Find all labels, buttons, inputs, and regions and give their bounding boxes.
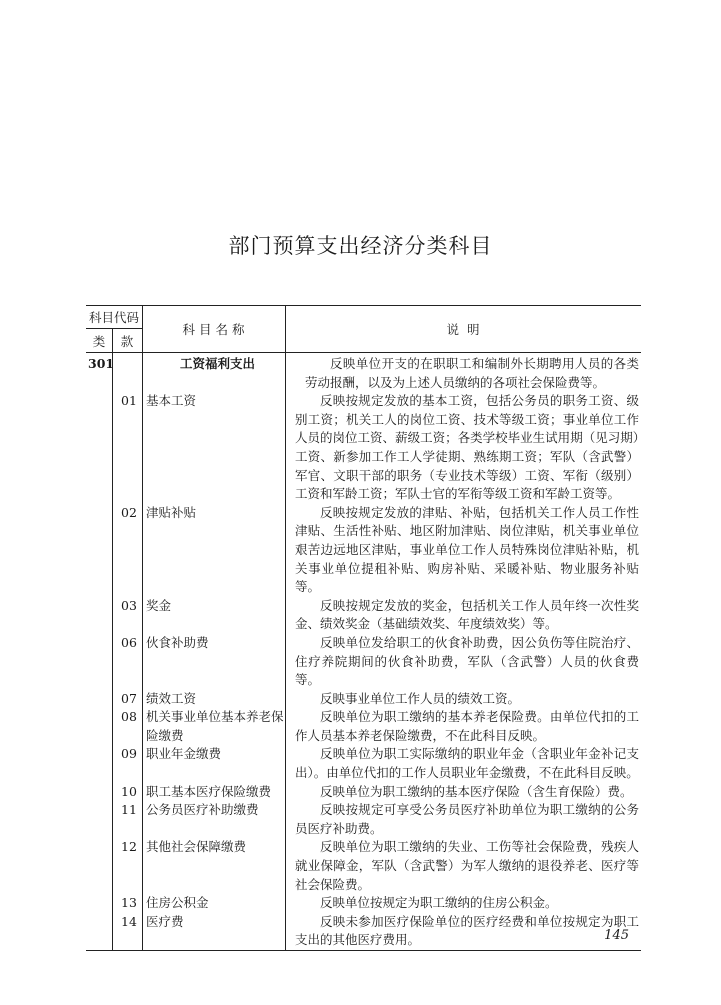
row-kuan: 13 bbox=[121, 895, 137, 911]
row-name: 职业年金缴费 bbox=[146, 746, 222, 762]
budget-classification-table bbox=[86, 305, 641, 951]
row-desc bbox=[289, 894, 641, 913]
row-name: 伙食补助费 bbox=[146, 634, 209, 650]
page-title: 部门预算支出经济分类科目 bbox=[228, 234, 493, 258]
body-vline bbox=[142, 353, 143, 950]
row-lei bbox=[86, 690, 114, 709]
body-vline bbox=[112, 353, 113, 950]
table-bottom-rule bbox=[86, 950, 641, 951]
row-name: 公务员医疗补助缴费 bbox=[146, 802, 259, 818]
row-name: 其他社会保障缴费 bbox=[146, 839, 247, 855]
row-lei bbox=[86, 801, 114, 838]
row-name: 机关事业单位基本养老保险缴费 bbox=[146, 709, 284, 743]
table-row bbox=[86, 392, 641, 504]
row-desc-text: 反映单位为职工缴纳的基本养老保险费。由单位代扣的工作人员基本养老保险缴费，不在此科目反映。 bbox=[295, 709, 639, 743]
row-name: 津贴补贴 bbox=[146, 504, 197, 520]
table-row bbox=[86, 745, 641, 782]
row-kuan: 08 bbox=[121, 709, 137, 725]
row-kuan: 10 bbox=[121, 783, 137, 799]
category-name: 工资福利支出 bbox=[179, 356, 255, 371]
row-kuan: 09 bbox=[121, 746, 137, 762]
header-name: 科 目 名 称 bbox=[182, 322, 245, 337]
row-desc bbox=[289, 801, 641, 838]
header-vline bbox=[112, 329, 113, 352]
row-name: 医疗费 bbox=[146, 913, 184, 929]
row-desc bbox=[289, 838, 641, 894]
row-desc bbox=[299, 355, 641, 392]
header-kuan: 款 bbox=[120, 333, 134, 349]
row-desc-text: 反映单位按规定为职工缴纳的住房公积金。 bbox=[320, 895, 558, 911]
row-lei bbox=[86, 597, 114, 634]
row-lei bbox=[86, 913, 114, 950]
table-row bbox=[86, 783, 641, 802]
table-header bbox=[86, 306, 641, 353]
row-desc-text: 反映按规定发放的津贴、补贴，包括机关工作人员工作性津贴、生活性补贴、地区附加津贴、岗位津贴，机关事业单位艰苦边远地区津贴，事业单位工作人员特殊岗位津贴补贴，机关事业单位提租补贴、购房补贴、采暖补贴、物业服务补贴等。 bbox=[295, 504, 639, 595]
row-lei bbox=[86, 745, 114, 782]
category-desc: 反映单位开支的在职职工和编制外长期聘用人员的各类劳动报酬，以及为上述人员缴纳的各项社会保险费等。 bbox=[305, 356, 639, 390]
table-row bbox=[86, 634, 641, 690]
table-row bbox=[86, 690, 641, 709]
row-lei bbox=[86, 392, 114, 504]
row-kuan: 03 bbox=[121, 597, 137, 613]
row-lei bbox=[86, 708, 114, 745]
row-name: 奖金 bbox=[146, 597, 172, 613]
table-body bbox=[86, 353, 641, 950]
row-desc-text: 反映未参加医疗保险单位的医疗经费和单位按规定为职工支出的其他医疗费用。 bbox=[295, 913, 639, 948]
row-desc bbox=[289, 392, 641, 504]
category-code: 301 bbox=[88, 356, 115, 371]
row-name: 住房公积金 bbox=[146, 895, 209, 911]
row-desc bbox=[289, 708, 641, 745]
row-desc bbox=[289, 504, 641, 597]
page-number: 145 bbox=[604, 928, 629, 943]
row-desc bbox=[289, 690, 641, 709]
header-vline bbox=[285, 306, 286, 352]
row-lei bbox=[86, 894, 114, 913]
header-lei: 类 bbox=[92, 333, 106, 349]
row-desc-text: 反映单位为职工实际缴纳的职业年金（含职业年金补记支出）。由单位代扣的工作人员职业年金缴费，不在此科目反映。 bbox=[295, 746, 639, 781]
row-kuan: 12 bbox=[121, 839, 137, 855]
header-desc: 说 明 bbox=[446, 322, 480, 337]
row-lei bbox=[86, 783, 114, 802]
row-lei bbox=[86, 504, 114, 597]
row-lei bbox=[86, 838, 114, 894]
table-row bbox=[86, 838, 641, 894]
row-desc bbox=[289, 597, 641, 634]
row-kuan: 11 bbox=[121, 802, 137, 818]
table-row bbox=[86, 353, 641, 392]
row-desc bbox=[289, 913, 641, 950]
row-desc-text: 反映按规定发放的基本工资，包括公务员的职务工资、级别工资；机关工人的岗位工资、技术等级工资；事业单位工作人员的岗位工资、薪级工资；各类学校毕业生试用期（见习期）工资、新参加工作工人学徒期、熟练期工资；军队（含武警）军官、文职干部的职务（专业技术等级）工资、军衔（级别）工资和军龄工资；军队士官的军衔等级工资和军龄工资等。 bbox=[295, 393, 639, 502]
table-row bbox=[86, 708, 641, 745]
row-desc-text: 反映事业单位工作人员的绩效工资。 bbox=[320, 690, 521, 706]
row-name: 基本工资 bbox=[146, 393, 197, 409]
row-name: 绩效工资 bbox=[146, 690, 197, 706]
row-desc-text: 反映单位发给职工的伙食补助费，因公负伤等住院治疗、住疗养院期间的伙食补助费，军队（含武警）人员的伙食费等。 bbox=[295, 634, 639, 688]
row-kuan: 14 bbox=[121, 913, 137, 929]
row-name: 职工基本医疗保险缴费 bbox=[146, 783, 272, 799]
row-desc-text: 反映单位为职工缴纳的基本医疗保险（含生育保险）费。 bbox=[320, 783, 633, 799]
row-desc bbox=[289, 783, 641, 802]
row-kuan: 06 bbox=[121, 634, 137, 650]
header-code-group: 科目代码 bbox=[88, 310, 139, 325]
body-vline bbox=[285, 353, 286, 950]
table-row bbox=[86, 894, 641, 913]
row-kuan: 01 bbox=[121, 393, 137, 409]
row-kuan: 02 bbox=[121, 504, 137, 520]
row-lei bbox=[86, 634, 114, 690]
row-kuan: 07 bbox=[121, 690, 137, 706]
table-row bbox=[86, 913, 641, 950]
header-vline bbox=[142, 306, 143, 352]
row-desc bbox=[289, 745, 641, 782]
table-row bbox=[86, 801, 641, 838]
row-kuan bbox=[114, 355, 144, 392]
row-desc bbox=[289, 634, 641, 690]
row-desc-text: 反映按规定可享受公务员医疗补助单位为职工缴纳的公务员医疗补助费。 bbox=[295, 802, 639, 836]
row-desc-text: 反映单位为职工缴纳的失业、工伤等社会保险费，残疾人就业保障金，军队（含武警）为军人缴纳的退役养老、医疗等社会保险费。 bbox=[295, 839, 639, 892]
row-desc-text: 反映按规定发放的奖金，包括机关工作人员年终一次性奖金、绩效奖金（基础绩效奖、年度绩效奖）等。 bbox=[295, 597, 639, 632]
table-row bbox=[86, 504, 641, 597]
table-row bbox=[86, 597, 641, 634]
